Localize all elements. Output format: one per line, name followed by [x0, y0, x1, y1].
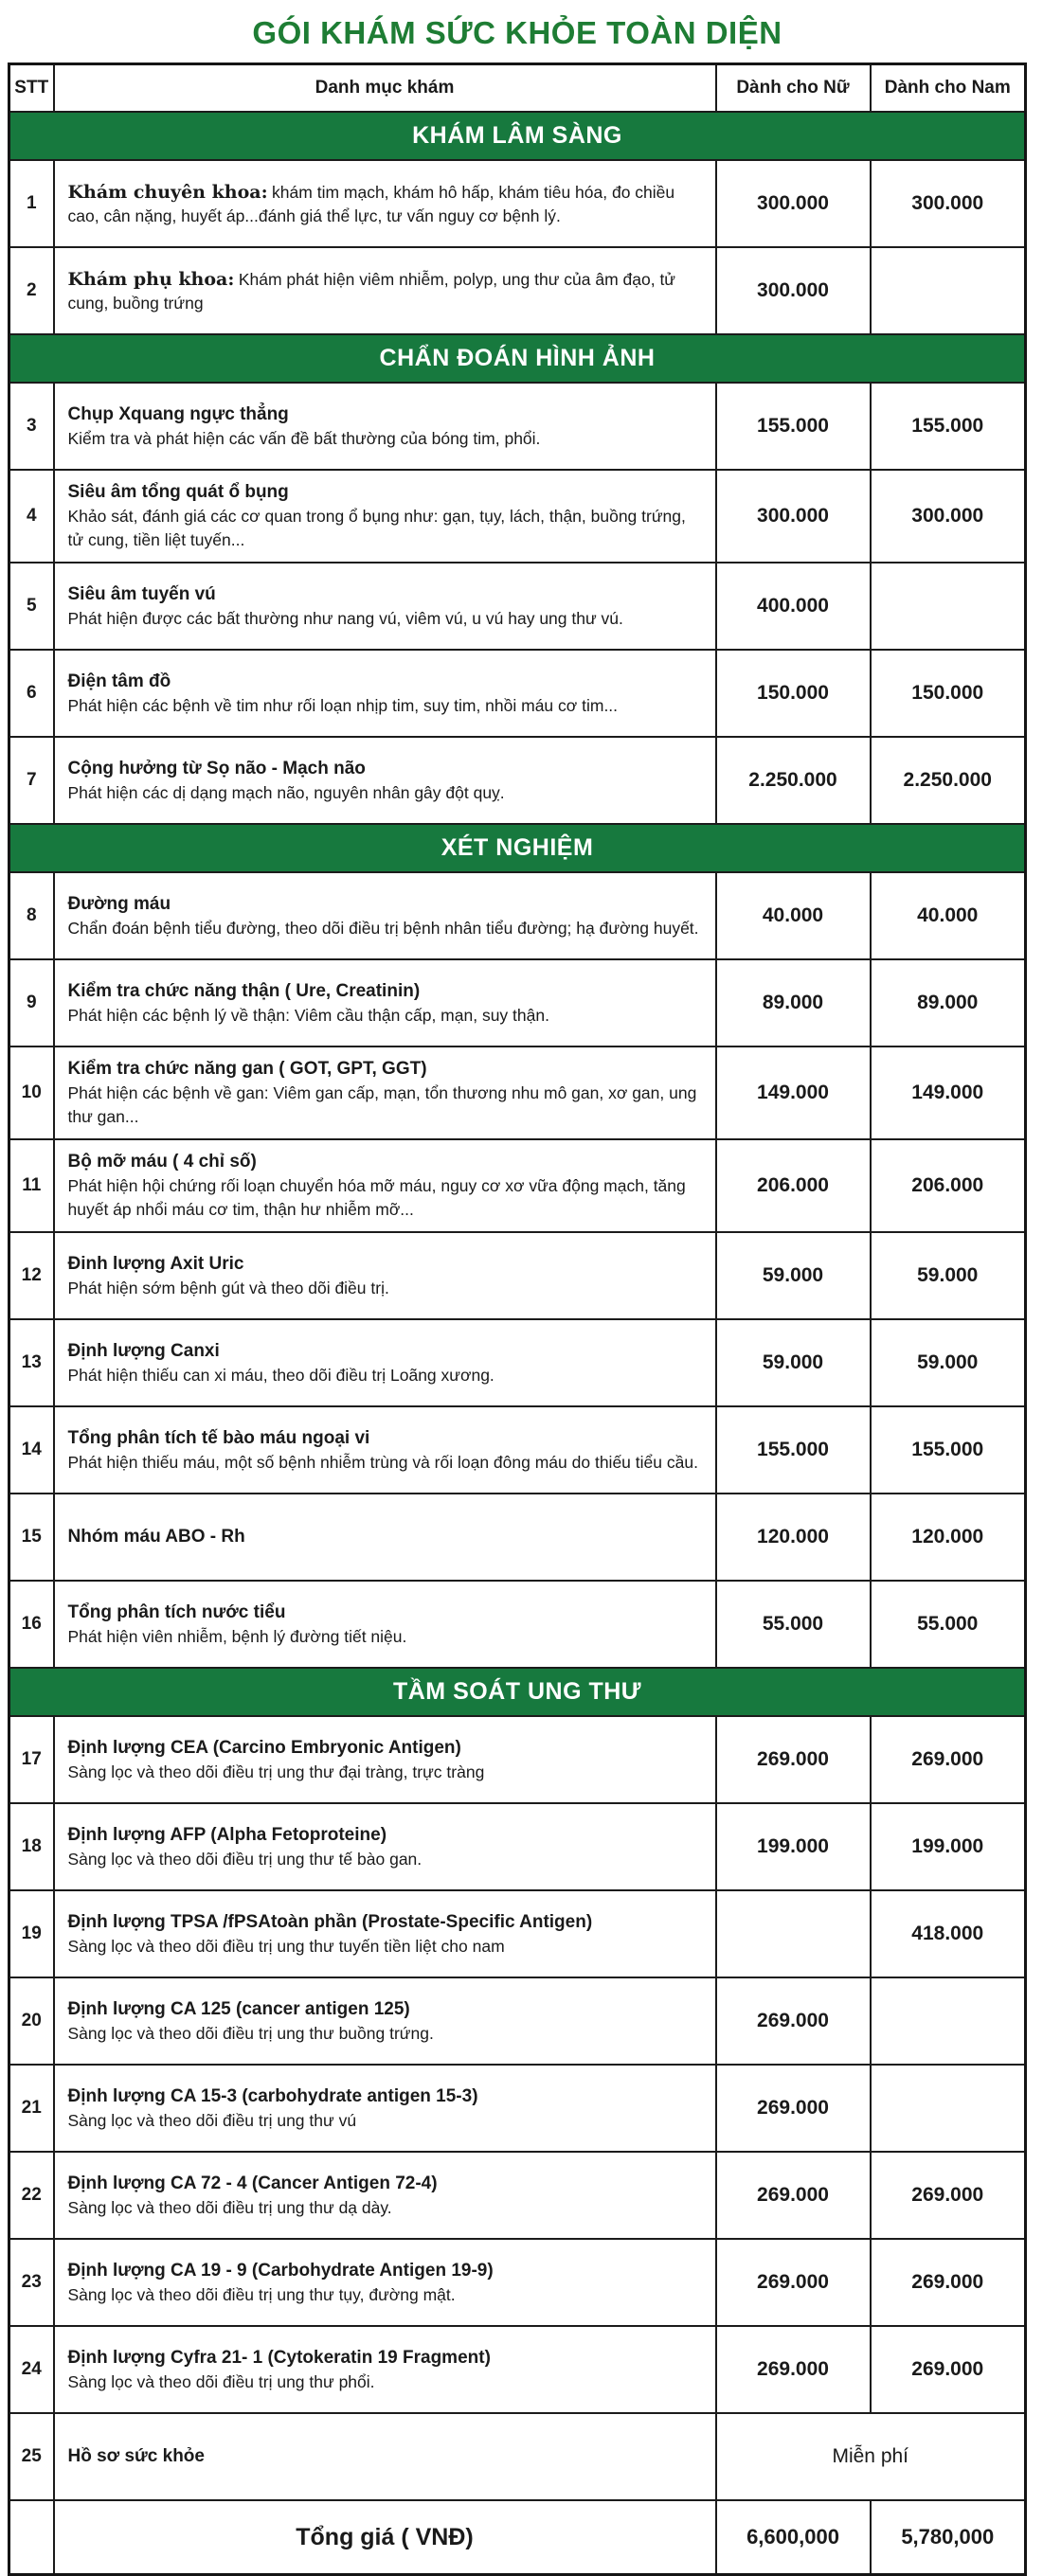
item-name: Tổng phân tích nước tiểu: [67, 1601, 286, 1622]
price-female: 269.000: [716, 2326, 871, 2413]
item-description: Phát hiện các dị dạng mạch não, nguyên nhân gây đột quỵ.: [67, 782, 505, 802]
item-description: Sàng lọc và theo dõi điều trị ung thư đại tràng, trực tràng: [67, 1762, 485, 1781]
item-cell: [54, 1977, 716, 2065]
row-number: 8: [9, 872, 54, 959]
item-name: Bộ mỡ máu ( 4 chỉ số): [67, 1152, 257, 1172]
item-description: Phát hiện các bệnh về tim như rối loạn nhịp tim, suy tim, nhồi máu cơ tim...: [67, 695, 619, 715]
section-label: XÉT NGHIỆM: [441, 834, 594, 861]
section-label: TẦM SOÁT UNG THƯ: [392, 1678, 642, 1705]
row-number: 19: [9, 1890, 54, 1977]
item-description: Sàng lọc và theo dõi điều trị ung thư dạ dày.: [67, 2197, 392, 2217]
item-cell: [54, 1716, 716, 1803]
price-male: 150.000: [871, 650, 1026, 737]
col-header-female: Dành cho Nữ: [716, 64, 871, 113]
price-female: 89.000: [716, 959, 871, 1046]
row-number: 14: [9, 1406, 54, 1494]
price-male: 418.000: [871, 1890, 1026, 1977]
price-female: 55.000: [716, 1581, 871, 1668]
table-row: [9, 650, 1026, 737]
table-row: [9, 1319, 1026, 1406]
row-number: 21: [9, 2065, 54, 2152]
item-cell: [54, 247, 716, 334]
item-cell: [54, 737, 716, 824]
item-name: Hồ sơ sức khỏe: [67, 2446, 205, 2466]
item-name: Định lượng Canxi: [67, 1340, 220, 1361]
price-female: 150.000: [716, 650, 871, 737]
price-male: [871, 2065, 1026, 2152]
item-cell: [54, 160, 716, 247]
total-label: Tổng giá ( VNĐ): [54, 2500, 716, 2575]
table-row: [9, 470, 1026, 563]
price-female: 2.250.000: [716, 737, 871, 824]
table-row: [9, 1890, 1026, 1977]
item-description: Phát hiện hội chứng rối loạn chuyển hóa mỡ máu, nguy cơ xơ vữa động mạch, tăng huyết áp nhổi máu cơ tim, thận hư nhiễm mỡ...: [67, 1176, 686, 1219]
price-female: 300.000: [716, 470, 871, 563]
item-name: Định lượng CA 125 (cancer antigen 125): [67, 1998, 410, 2019]
table-row: [9, 160, 1026, 247]
item-cell: [54, 2239, 716, 2326]
section-header-cell: [9, 334, 1026, 383]
item-description: Sàng lọc và theo dõi điều trị ung thư phổi.: [67, 2371, 375, 2391]
table-row: [9, 1716, 1026, 1803]
row-number: 18: [9, 1803, 54, 1890]
price-female: 269.000: [716, 2065, 871, 2152]
table-row: [9, 1977, 1026, 2065]
item-cell: [54, 1139, 716, 1232]
table-row: [9, 959, 1026, 1046]
table-row: [9, 2152, 1026, 2239]
price-female: 40.000: [716, 872, 871, 959]
section-header-row: [9, 1668, 1026, 1716]
price-male: 2.250.000: [871, 737, 1026, 824]
item-cell: [54, 2152, 716, 2239]
price-female: 269.000: [716, 2239, 871, 2326]
row-number: 4: [9, 470, 54, 563]
table-row: [9, 1046, 1026, 1139]
item-cell: [54, 1803, 716, 1890]
item-description: Sàng lọc và theo dõi điều trị ung thư tế bào gan.: [67, 1849, 423, 1869]
price-female: 155.000: [716, 383, 871, 470]
item-name: Định lượng CA 19 - 9 (Carbohydrate Antigen 19-9): [67, 2260, 494, 2281]
item-name: Định lượng TPSA /fPSAtoàn phần (Prostate-Specific Antigen): [67, 1911, 593, 1932]
table-row: [9, 1406, 1026, 1494]
price-male: 155.000: [871, 383, 1026, 470]
total-empty-cell: [9, 2500, 54, 2575]
price-male: 149.000: [871, 1046, 1026, 1139]
item-name: Đường máu: [67, 893, 171, 914]
price-female: [716, 1890, 871, 1977]
price-female: 149.000: [716, 1046, 871, 1139]
row-number: 12: [9, 1232, 54, 1319]
item-name: Kiểm tra chức năng thận ( Ure, Creatinin): [67, 980, 421, 1001]
row-number: 20: [9, 1977, 54, 2065]
table-row: [9, 1494, 1026, 1581]
item-cell: [54, 872, 716, 959]
item-cell: [54, 2326, 716, 2413]
item-description: Phát hiện thiếu máu, một số bệnh nhiễm trùng và rối loạn đông máu do thiếu tiểu cầu.: [67, 1452, 698, 1472]
item-description: Sàng lọc và theo dõi điều trị ung thư tụy, đường mật.: [67, 2284, 456, 2304]
price-table: [8, 63, 1027, 2576]
item-name: Nhóm máu ABO - Rh: [67, 1527, 245, 1547]
item-cell: [54, 1319, 716, 1406]
row-number: 13: [9, 1319, 54, 1406]
row-number: 25: [9, 2413, 54, 2500]
item-description: Phát hiện được các bất thường như nang vú, viêm vú, u vú hay ung thư vú.: [67, 608, 623, 628]
table-row: [9, 2065, 1026, 2152]
price-male: [871, 563, 1026, 650]
table-row: [9, 1581, 1026, 1668]
item-description: Sàng lọc và theo dõi điều trị ung thư vú: [67, 2110, 357, 2130]
price-female: 206.000: [716, 1139, 871, 1232]
row-number: 24: [9, 2326, 54, 2413]
price-female: 269.000: [716, 1716, 871, 1803]
item-description: Chẩn đoán bệnh tiểu đường, theo dõi điều trị bệnh nhân tiểu đường; hạ đường huyết.: [67, 918, 699, 938]
page-title: GÓI KHÁM SỨC KHỎE TOÀN DIỆN: [252, 15, 782, 50]
price-male: 55.000: [871, 1581, 1026, 1668]
item-description: Sàng lọc và theo dõi điều trị ung thư buồng trứng.: [67, 2023, 434, 2043]
row-number: 2: [9, 247, 54, 334]
item-description: Phát hiện các bệnh về gan: Viêm gan cấp, mạn, tổn thương nhu mô gan, xơ gan, ung thư gan...: [67, 1083, 697, 1126]
row-number: 11: [9, 1139, 54, 1232]
row-number: 6: [9, 650, 54, 737]
item-description: Phát hiện thiếu can xi máu, theo dõi điều trị Loãng xương.: [67, 1365, 495, 1385]
row-number: 1: [9, 160, 54, 247]
row-number: 9: [9, 959, 54, 1046]
item-description: Phát hiện các bệnh lý về thận: Viêm cầu thận cấp, mạn, suy thận.: [67, 1005, 549, 1025]
item-cell: [54, 650, 716, 737]
price-female: 300.000: [716, 247, 871, 334]
table-row: [9, 383, 1026, 470]
item-description: khám tim mạch, khám hô hấp, khám tiêu hóa, đo chiều cao, cân nặng, huyết áp...đánh giá thể lực, tư vấn nguy cơ bệnh lý.: [67, 182, 675, 225]
section-label: CHẨN ĐOÁN HÌNH ẢNH: [379, 345, 656, 371]
price-male: 269.000: [871, 2152, 1026, 2239]
item-name: Chụp Xquang ngực thẳng: [67, 403, 289, 424]
price-female: 269.000: [716, 2152, 871, 2239]
header-row: [9, 64, 1026, 113]
table-row: [9, 1803, 1026, 1890]
item-name: Kiểm tra chức năng gan ( GOT, GPT, GGT): [67, 1059, 427, 1079]
table-row: [9, 872, 1026, 959]
section-header-row: [9, 824, 1026, 872]
item-description: Phát hiện viên nhiễm, bệnh lý đường tiết niệu.: [67, 1626, 407, 1646]
item-cell: [54, 383, 716, 470]
row-number: 5: [9, 563, 54, 650]
price-male: 59.000: [871, 1232, 1026, 1319]
section-header-cell: [9, 1668, 1026, 1716]
item-name: Định lượng CA 72 - 4 (Cancer Antigen 72-4): [67, 2173, 438, 2193]
item-cell: [54, 1406, 716, 1494]
item-description: Sàng lọc và theo dõi điều trị ung thư tuyến tiền liệt cho nam: [67, 1936, 505, 1956]
price-male: 269.000: [871, 1716, 1026, 1803]
table-row: [9, 563, 1026, 650]
price-female: 300.000: [716, 160, 871, 247]
price-female: 400.000: [716, 563, 871, 650]
section-header-row: [9, 112, 1026, 160]
row-number: 3: [9, 383, 54, 470]
price-female: 59.000: [716, 1319, 871, 1406]
table-row: [9, 2413, 1026, 2500]
col-header-stt: STT: [9, 64, 54, 113]
price-male: 120.000: [871, 1494, 1026, 1581]
item-name: Khám chuyên khoa:: [67, 181, 268, 203]
section-header-row: [9, 334, 1026, 383]
price-male: [871, 1977, 1026, 2065]
price-male: 269.000: [871, 2326, 1026, 2413]
price-male: 40.000: [871, 872, 1026, 959]
price-male: 89.000: [871, 959, 1026, 1046]
item-cell: [54, 1494, 716, 1581]
price-male: [871, 247, 1026, 334]
section-header-cell: [9, 824, 1026, 872]
row-number: 7: [9, 737, 54, 824]
item-description: Khảo sát, đánh giá các cơ quan trong ổ bụng như: gạn, tụy, lách, thận, buồng trứng, tử cung, tiền liệt tuyến...: [67, 507, 686, 549]
price-male: 206.000: [871, 1139, 1026, 1232]
item-description: Phát hiện sớm bệnh gút và theo dõi điều trị.: [67, 1278, 389, 1297]
table-row: [9, 2239, 1026, 2326]
row-number: 23: [9, 2239, 54, 2326]
item-name: Khám phụ khoa:: [67, 268, 235, 290]
item-name: Định lượng CA 15-3 (carbohydrate antigen 15-3): [67, 2085, 478, 2106]
item-cell: [54, 1581, 716, 1668]
table-row: [9, 1139, 1026, 1232]
row-number: 22: [9, 2152, 54, 2239]
col-header-male: Dành cho Nam: [871, 64, 1026, 113]
row-number: 17: [9, 1716, 54, 1803]
item-cell: [54, 1890, 716, 1977]
item-name: Đinh lượng Axit Uric: [67, 1253, 244, 1274]
table-row: [9, 1232, 1026, 1319]
total-male: 5,780,000: [871, 2500, 1026, 2575]
price-male: 300.000: [871, 160, 1026, 247]
table-row: [9, 737, 1026, 824]
price-male: 300.000: [871, 470, 1026, 563]
price-female: 199.000: [716, 1803, 871, 1890]
table-row: [9, 2326, 1026, 2413]
price-female: 155.000: [716, 1406, 871, 1494]
row-number: 10: [9, 1046, 54, 1139]
item-name: Siêu âm tuyến vú: [67, 583, 216, 604]
item-description: Khám phát hiện viêm nhiễm, polyp, ung thư của âm đạo, tử cung, buồng trứng: [67, 269, 676, 313]
price-male: 199.000: [871, 1803, 1026, 1890]
price-merged: Miễn phí: [716, 2413, 1026, 2500]
item-name: Định lượng AFP (Alpha Fetoproteine): [67, 1824, 387, 1845]
total-female: 6,600,000: [716, 2500, 871, 2575]
table-row: [9, 247, 1026, 334]
price-male: 269.000: [871, 2239, 1026, 2326]
item-name: Điện tâm đồ: [67, 671, 171, 691]
item-name: Định lượng CEA (Carcino Embryonic Antigen): [67, 1737, 461, 1758]
price-female: 269.000: [716, 1977, 871, 2065]
price-female: 120.000: [716, 1494, 871, 1581]
section-header-cell: [9, 112, 1026, 160]
item-name: Tổng phân tích tế bào máu ngoại vi: [67, 1427, 370, 1448]
item-cell: [54, 2413, 716, 2500]
item-cell: [54, 959, 716, 1046]
row-number: 16: [9, 1581, 54, 1668]
item-cell: [54, 1046, 716, 1139]
row-number: 15: [9, 1494, 54, 1581]
item-name: Siêu âm tổng quát ổ bụng: [67, 482, 289, 502]
col-header-category: Danh mục khám: [54, 64, 716, 113]
section-label: KHÁM LÂM SÀNG: [412, 122, 622, 149]
item-name: Cộng hưởng từ Sọ não - Mạch não: [67, 758, 366, 778]
item-cell: [54, 470, 716, 563]
item-description: Kiểm tra và phát hiện các vấn đề bất thường của bóng tim, phổi.: [67, 428, 541, 448]
price-male: 155.000: [871, 1406, 1026, 1494]
item-name: Định lượng Cyfra 21- 1 (Cytokeratin 19 Fragment): [67, 2347, 491, 2368]
item-cell: [54, 2065, 716, 2152]
item-cell: [54, 1232, 716, 1319]
price-female: 59.000: [716, 1232, 871, 1319]
price-male: 59.000: [871, 1319, 1026, 1406]
total-row: [9, 2500, 1026, 2575]
item-cell: [54, 563, 716, 650]
